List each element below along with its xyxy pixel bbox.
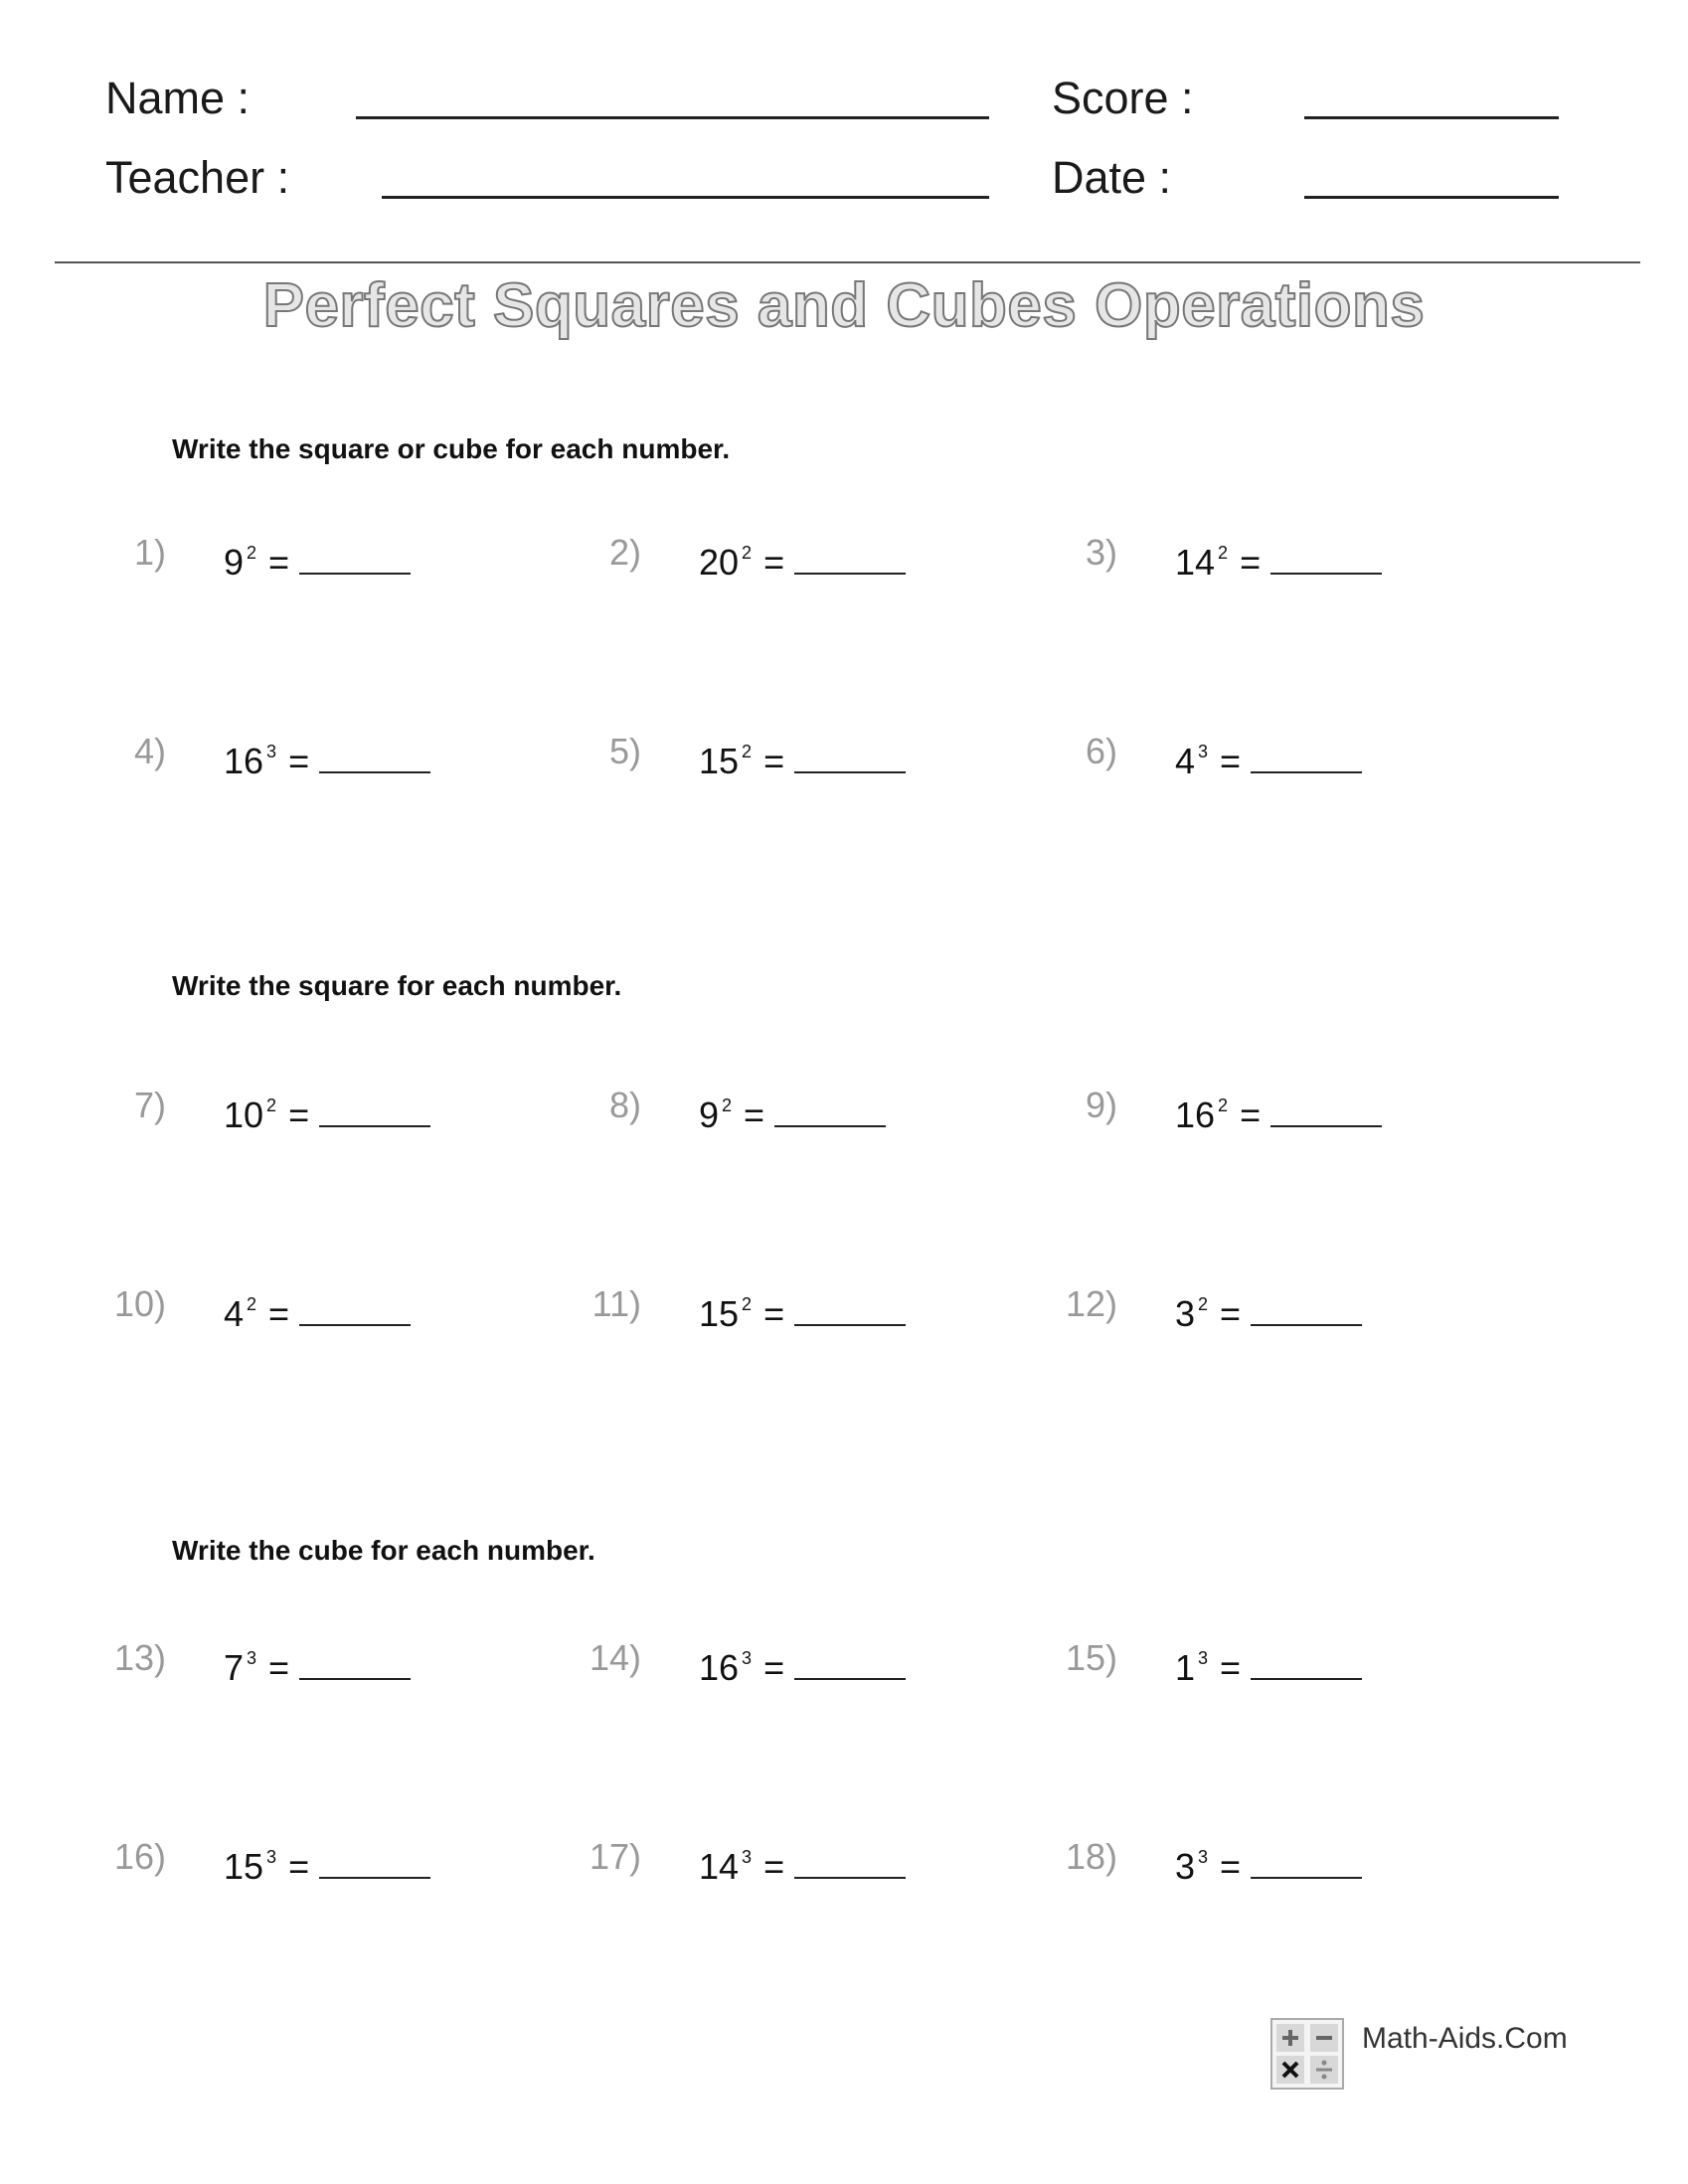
problem xyxy=(113,1628,411,1688)
equals-sign: = xyxy=(1220,1293,1242,1334)
problem-number: 13) xyxy=(113,1637,166,1678)
equals-sign: = xyxy=(1220,741,1242,781)
problem xyxy=(591,1274,906,1334)
problem xyxy=(1085,523,1382,583)
problem-exponent: 3 xyxy=(1198,742,1209,761)
problem-exponent: 3 xyxy=(742,1847,753,1867)
date-label: Date : xyxy=(1052,152,1172,203)
problem xyxy=(113,1827,430,1887)
answer-blank[interactable] xyxy=(794,1654,906,1680)
equals-sign: = xyxy=(744,1094,765,1135)
teacher-label: Teacher : xyxy=(105,152,290,203)
brand-name: Math-Aids.Com xyxy=(1362,2022,1568,2055)
problem-number: 12) xyxy=(1065,1283,1117,1324)
answer-blank[interactable] xyxy=(794,748,906,773)
problem-base: 4 xyxy=(224,1293,245,1334)
problem-base: 15 xyxy=(699,741,740,781)
section-1-instruction: Write the square or cube for each number. xyxy=(172,433,731,464)
problem-number: 10) xyxy=(113,1283,166,1324)
equals-sign: = xyxy=(288,741,310,781)
problem-number: 2) xyxy=(608,532,641,573)
answer-blank[interactable] xyxy=(1251,748,1362,773)
problem-exponent: 3 xyxy=(247,1648,257,1668)
score-field[interactable] xyxy=(1304,116,1559,119)
section-3-instruction: Write the cube for each number. xyxy=(172,1535,595,1566)
problem-base: 7 xyxy=(224,1647,245,1688)
problem-base: 16 xyxy=(699,1647,740,1688)
problem-exponent: 3 xyxy=(266,742,277,761)
problem xyxy=(608,523,906,583)
problem-number: 1) xyxy=(133,532,166,573)
problem-number: 18) xyxy=(1065,1836,1117,1877)
problem-exponent: 2 xyxy=(742,1294,753,1314)
problem-base: 10 xyxy=(224,1094,264,1135)
date-field[interactable] xyxy=(1304,196,1559,199)
equals-sign: = xyxy=(763,1647,785,1688)
problem-number: 6) xyxy=(1085,731,1117,771)
answer-blank[interactable] xyxy=(319,748,430,773)
problem-base: 4 xyxy=(1175,741,1196,781)
equals-sign: = xyxy=(1240,542,1262,583)
problem xyxy=(608,1076,886,1135)
problem-exponent: 3 xyxy=(266,1847,277,1867)
answer-blank[interactable] xyxy=(299,1300,411,1326)
equals-sign: = xyxy=(1220,1846,1242,1887)
problem xyxy=(133,722,430,781)
problem xyxy=(113,1274,411,1334)
worksheet-title: Perfect Squares and Cubes Operations xyxy=(262,271,1426,340)
equals-sign: = xyxy=(763,542,785,583)
problem xyxy=(1085,1076,1382,1135)
answer-blank[interactable] xyxy=(794,549,906,575)
problem-exponent: 2 xyxy=(1198,1294,1209,1314)
section-2-instruction: Write the square for each number. xyxy=(172,970,622,1001)
equals-sign: = xyxy=(1220,1647,1242,1688)
problem-number: 9) xyxy=(1085,1085,1117,1125)
teacher-field[interactable] xyxy=(382,196,989,199)
problem xyxy=(1065,1628,1362,1688)
problem-exponent: 2 xyxy=(266,1095,277,1115)
problem-number: 16) xyxy=(113,1836,166,1877)
problem-exponent: 2 xyxy=(1218,543,1229,563)
problem-base: 16 xyxy=(1175,1094,1216,1135)
name-label: Name : xyxy=(105,73,251,123)
problem-base: 15 xyxy=(699,1293,740,1334)
problem-base: 15 xyxy=(224,1846,264,1887)
problem-base: 14 xyxy=(699,1846,740,1887)
problem-number: 5) xyxy=(608,731,641,771)
problem-base: 1 xyxy=(1175,1647,1196,1688)
score-label: Score : xyxy=(1052,73,1194,123)
problem-exponent: 2 xyxy=(1218,1095,1229,1115)
problem-base: 9 xyxy=(224,542,245,583)
answer-blank[interactable] xyxy=(1251,1300,1362,1326)
problem-base: 3 xyxy=(1175,1293,1196,1334)
problem-base: 14 xyxy=(1175,542,1216,583)
answer-blank[interactable] xyxy=(299,1654,411,1680)
problem-exponent: 2 xyxy=(722,1095,733,1115)
equals-sign: = xyxy=(288,1846,310,1887)
equals-sign: = xyxy=(763,741,785,781)
problem xyxy=(1085,722,1362,781)
equals-sign: = xyxy=(268,1647,290,1688)
problem-number: 11) xyxy=(591,1283,641,1324)
answer-blank[interactable] xyxy=(1251,1853,1362,1879)
problem xyxy=(1065,1274,1362,1334)
problem xyxy=(608,722,906,781)
problem xyxy=(589,1827,906,1887)
equals-sign: = xyxy=(288,1094,310,1135)
problem-number: 7) xyxy=(133,1085,166,1125)
header-divider xyxy=(55,261,1640,263)
name-field[interactable] xyxy=(356,116,989,119)
problem-exponent: 3 xyxy=(742,1648,753,1668)
answer-blank[interactable] xyxy=(1270,549,1382,575)
problem xyxy=(133,1076,430,1135)
problem-number: 17) xyxy=(589,1836,641,1877)
problem-number: 3) xyxy=(1085,532,1117,573)
equals-sign: = xyxy=(763,1293,785,1334)
problem-exponent: 2 xyxy=(742,543,753,563)
answer-blank[interactable] xyxy=(1251,1654,1362,1680)
problem-exponent: 2 xyxy=(742,742,753,761)
problem xyxy=(1065,1827,1362,1887)
answer-blank[interactable] xyxy=(794,1853,906,1879)
answer-blank[interactable] xyxy=(774,1101,886,1127)
problem-number: 15) xyxy=(1065,1637,1117,1678)
answer-blank[interactable] xyxy=(794,1300,906,1326)
equals-sign: = xyxy=(268,1293,290,1334)
equals-sign: = xyxy=(763,1846,785,1887)
problem xyxy=(133,523,411,583)
problem-number: 4) xyxy=(133,731,166,771)
problem-exponent: 3 xyxy=(1198,1648,1209,1668)
problem-base: 9 xyxy=(699,1094,720,1135)
answer-blank[interactable] xyxy=(299,549,411,575)
answer-blank[interactable] xyxy=(1270,1101,1382,1127)
answer-blank[interactable] xyxy=(319,1101,430,1127)
problem-exponent: 2 xyxy=(247,543,257,563)
problem-base: 16 xyxy=(224,741,264,781)
problem-number: 14) xyxy=(589,1637,641,1678)
equals-sign: = xyxy=(268,542,290,583)
calculator-operations-icon xyxy=(1270,2018,1344,2090)
answer-blank[interactable] xyxy=(319,1853,430,1879)
equals-sign: = xyxy=(1240,1094,1262,1135)
problem-base: 20 xyxy=(699,542,740,583)
problem-exponent: 2 xyxy=(247,1294,257,1314)
problem-base: 3 xyxy=(1175,1846,1196,1887)
problem-number: 8) xyxy=(608,1085,641,1125)
problem xyxy=(589,1628,906,1688)
problem-exponent: 3 xyxy=(1198,1847,1209,1867)
